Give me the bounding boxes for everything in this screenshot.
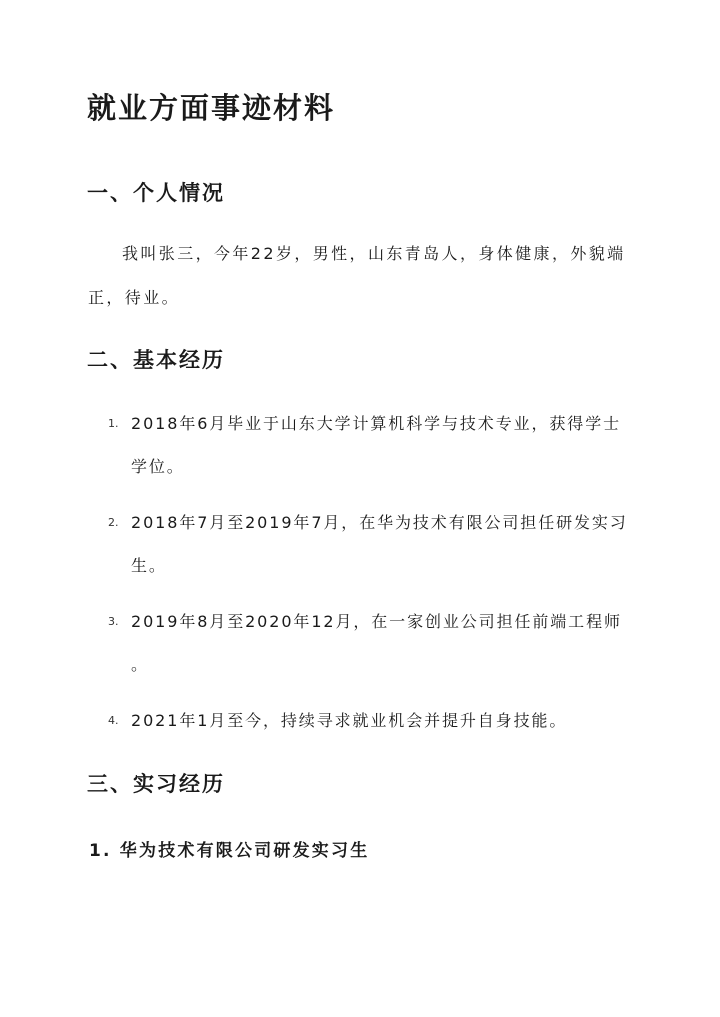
internship-subheading: 1. 华为技术有限公司研发实习生 <box>89 841 370 861</box>
list-item-number: 1. <box>108 417 119 430</box>
section-heading-experience: 二、基本经历 <box>87 348 225 372</box>
list-item-text: 2018年6月毕业于山东大学计算机科学与技术专业，获得学士 <box>131 414 621 433</box>
list-item-text: 2021年1月至今，持续寻求就业机会并提升自身技能。 <box>131 711 568 730</box>
list-item-text: 2019年8月至2020年12月，在一家创业公司担任前端工程师 <box>131 612 622 631</box>
paragraph-line: 我叫张三，今年22岁，男性，山东青岛人，身体健康，外貌端 <box>122 244 626 263</box>
list-item-text: 学位。 <box>131 457 185 476</box>
list-item-text: 生。 <box>131 556 167 575</box>
list-item-number: 2. <box>108 516 119 529</box>
document-title: 就业方面事迹材料 <box>87 91 336 125</box>
list-item-text: 2018年7月至2019年7月，在华为技术有限公司担任研发实习 <box>131 513 628 532</box>
section-heading-personal: 一、个人情况 <box>87 181 225 205</box>
list-item-number: 3. <box>108 615 119 628</box>
list-item-text: 。 <box>131 655 149 674</box>
section-heading-internship: 三、实习经历 <box>87 772 225 796</box>
paragraph-line: 正，待业。 <box>88 288 181 307</box>
list-item-number: 4. <box>108 714 119 727</box>
